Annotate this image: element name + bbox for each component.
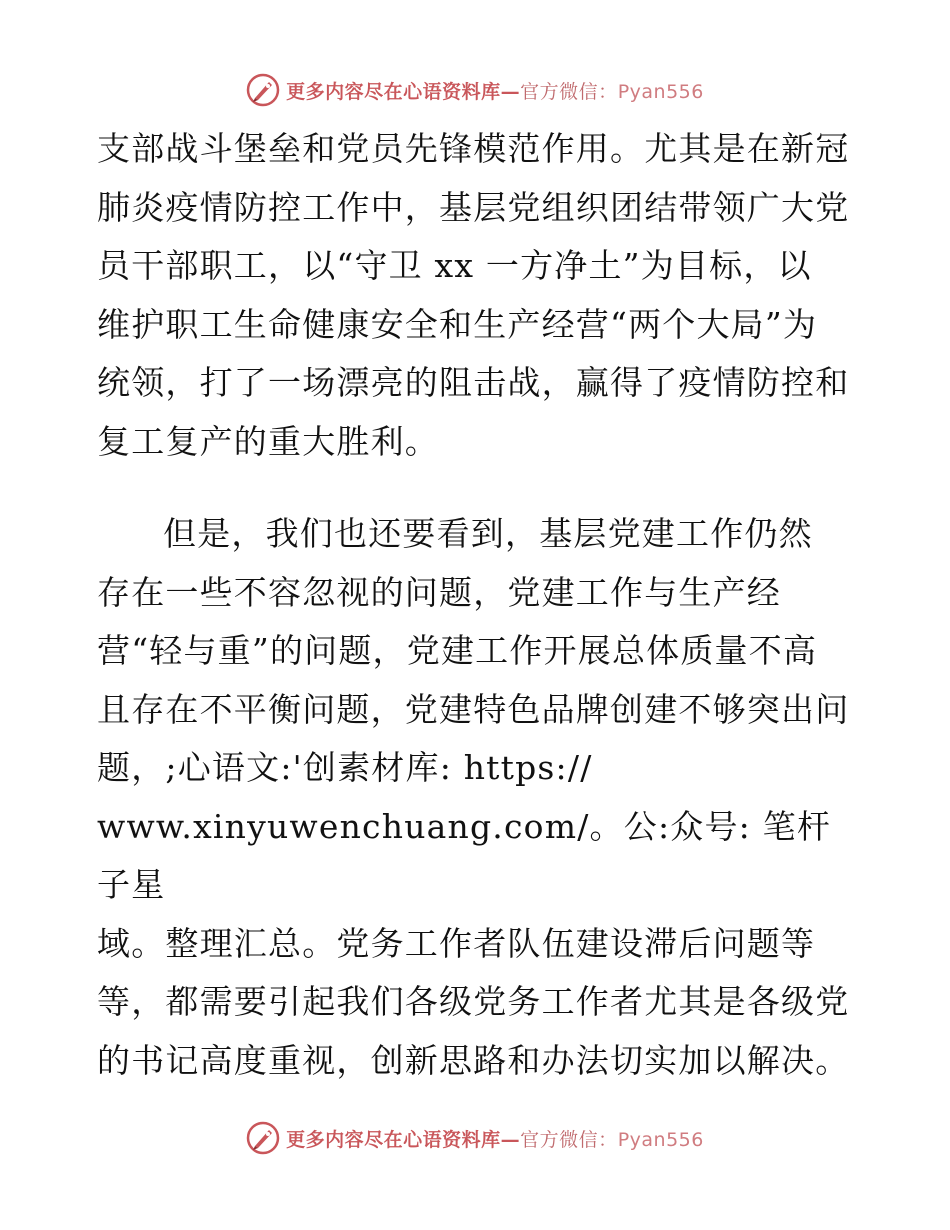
text-line: 复工复产的重大胜利。 [97,421,439,461]
text-line: 域。整理汇总。党务工作者队伍建设滞后问题等 [97,923,816,963]
footer-wechat-id: Pyan556 [617,1128,704,1151]
paragraph-2 [97,505,857,1090]
text-line: 且存在不平衡问题，党建特色品牌创建不够突出问 [97,689,850,729]
header-watermark-banner [0,70,950,110]
text-line: 存在一些不容忽视的问题，党建工作与生产经 [97,572,781,612]
text-line: 的书记高度重视，创新思路和办法切实加以解决。 [97,1040,850,1080]
quill-pen-icon [246,73,280,107]
footer-dash: — [500,1128,521,1151]
text-line: 维护职工生命健康安全和生产经营“两个大局”为 [97,304,818,344]
text-line: 肺炎疫情防控工作中，基层党组织团结带领广大党 [97,187,850,227]
header-wechat-label: 官方微信： [520,80,618,103]
header-banner-text [286,77,704,104]
footer-watermark-banner [0,1118,950,1158]
paragraph-1 [97,120,857,471]
text-line: 营“轻与重”的问题，党建工作开展总体质量不高 [97,631,818,670]
quill-pen-icon [246,1121,280,1155]
document-body [97,120,857,1090]
footer-site-text: 更多内容尽在心语资料库 [286,1128,501,1151]
footer-wechat-label: 官方微信： [520,1128,618,1151]
footer-banner-text [286,1125,704,1152]
text-line: 但是，我们也还要看到，基层党建工作仍然 [163,514,813,553]
text-line: 等，都需要引起我们各级党务工作者尤其是各级党 [97,982,850,1021]
text-line: 支部战斗堡垒和党员先锋模范作用。尤其是在新冠 [97,129,850,168]
header-dash: — [500,80,521,103]
text-line: 统领，打了一场漂亮的阻击战，赢得了疫情防控和 [97,363,850,402]
text-line: 题，;心语文:'创素材库: https:// [97,748,593,787]
text-line: 员干部职工，以“守卫 xx 一方净土”为目标，以 [97,246,812,285]
text-line: www.xinyuwenchuang.com/。公:众号: 笔杆子星 [97,806,832,904]
header-wechat-id: Pyan556 [617,80,704,103]
header-site-text: 更多内容尽在心语资料库 [286,80,501,103]
